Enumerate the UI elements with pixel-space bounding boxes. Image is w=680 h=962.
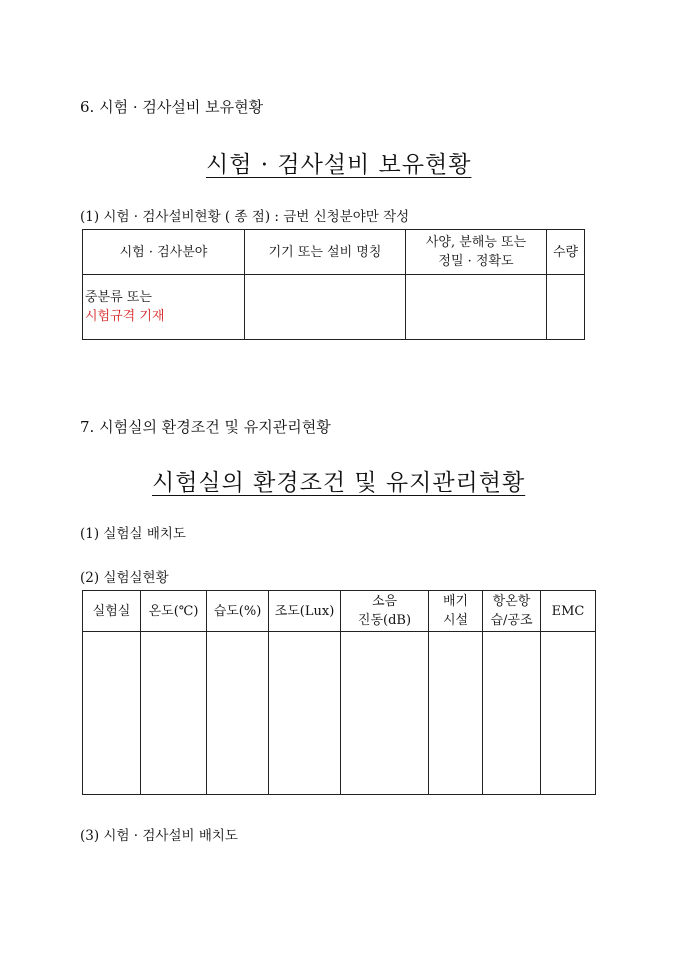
section6-title: 시험 · 검사설비 보유현황: [206, 152, 472, 178]
equipment-layout-label: (3) 시험 · 검사설비 배치도: [80, 828, 238, 844]
equipment-header-row: [83, 230, 585, 275]
equipment-table: [82, 229, 585, 340]
header-quantity: 수량: [547, 230, 585, 275]
header-constant: [483, 591, 541, 632]
header-spec-line2: 정밀 · 정확도: [438, 254, 514, 269]
header-exhaust: [429, 591, 483, 632]
header-noise-line2: 진동(dB): [357, 613, 412, 628]
header-illuminance: 조도(Lux): [269, 591, 341, 632]
cell-exhaust: [429, 632, 483, 795]
header-exhaust-line2: 시설: [442, 613, 469, 628]
cell-constant: [483, 632, 541, 795]
header-exhaust-line1: 배기: [442, 594, 469, 609]
cell-illuminance: [269, 632, 341, 795]
cell-spec: [406, 275, 547, 340]
cell-quantity: [547, 275, 585, 340]
header-noise: [341, 591, 429, 632]
header-constant-line1: 항온항: [492, 594, 531, 609]
header-emc: EMC: [541, 591, 596, 632]
header-device-name: 기기 또는 설비 명칭: [245, 230, 406, 275]
cell-temperature: [141, 632, 207, 795]
cell-emc: [541, 632, 596, 795]
header-humidity: 습도(%): [207, 591, 269, 632]
lab-header-row: [83, 591, 596, 632]
lab-status-label: (2) 실험실현황: [80, 570, 169, 586]
equipment-data-row: [83, 275, 585, 340]
header-spec-line1: 사양, 분해능 또는: [425, 235, 527, 250]
header-lab: 실험실: [83, 591, 141, 632]
field-note-line2: 시험규격 기재: [85, 309, 165, 324]
cell-humidity: [207, 632, 269, 795]
lab-status-table: [82, 590, 596, 795]
section6-heading: 6. 시험 · 검사설비 보유현황: [80, 98, 264, 116]
lab-data-row: [83, 632, 596, 795]
header-temperature: 온도(℃): [141, 591, 207, 632]
section7-heading: 7. 시험실의 환경조건 및 유지관리현황: [80, 418, 331, 436]
header-constant-line2: 습/공조: [490, 613, 533, 628]
cell-device: [245, 275, 406, 340]
section6-subheading: (1) 시험 · 검사설비현황 ( 종 점) : 금번 신청분야만 작성: [80, 209, 410, 225]
header-spec: [406, 230, 547, 275]
lab-layout-label: (1) 실험실 배치도: [80, 526, 186, 542]
field-note-line1: 중분류 또는: [85, 290, 152, 305]
section7-title: 시험실의 환경조건 및 유지관리현황: [152, 470, 526, 496]
cell-lab: [83, 632, 141, 795]
cell-test-field: [83, 275, 245, 340]
cell-noise: [341, 632, 429, 795]
header-noise-line1: 소음: [371, 594, 398, 609]
header-test-field: 시험 · 검사분야: [83, 230, 245, 275]
